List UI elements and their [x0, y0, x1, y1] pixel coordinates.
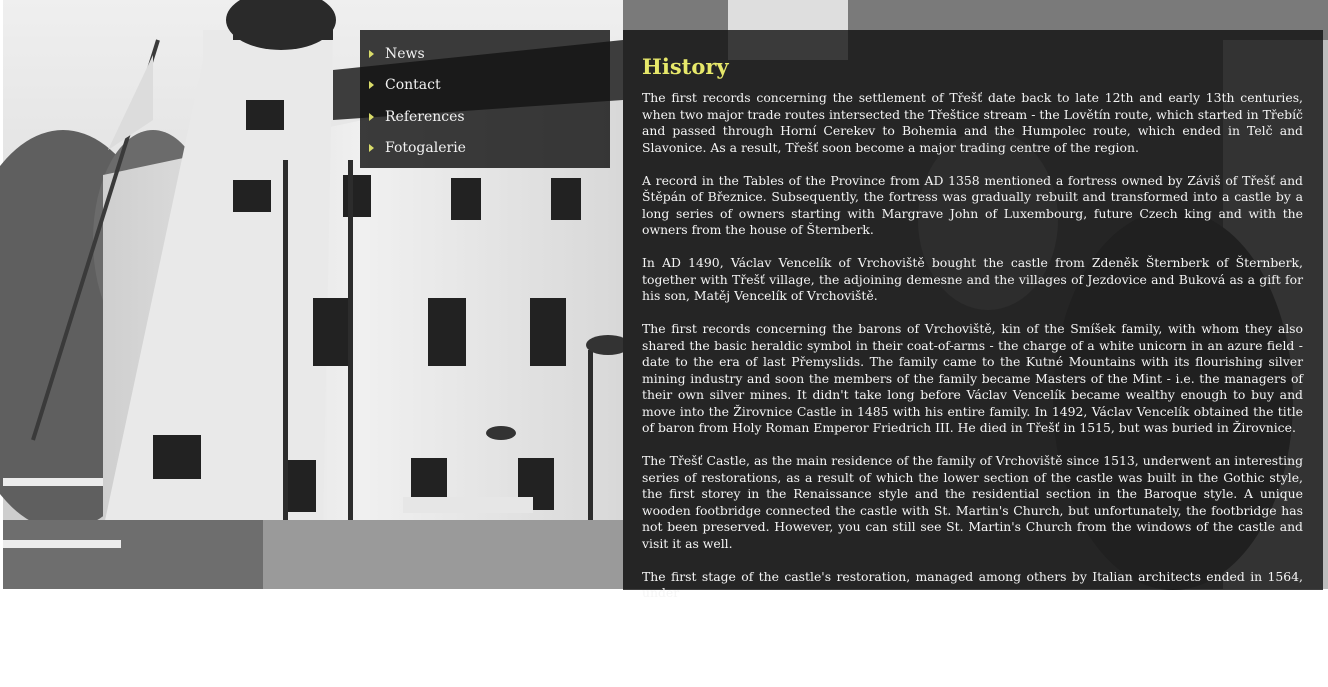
- nav-item-label: News: [385, 45, 425, 62]
- article-paragraph: The first stage of the castle's restoration, managed among others by Italian architects ended in 1564, under: [642, 568, 1303, 600]
- menu-arrow-icon: [369, 144, 374, 152]
- menu-arrow-icon: [369, 113, 374, 121]
- article-paragraph: A record in the Tables of the Province from AD 1358 mentioned a fortress owned by Záviš of Třešť and Štěpán of Březnice. Subsequently, the fortress was gradually rebuilt and transformed into a castle by a long series of owners starting with Margrave John of Luxembourg, future Czech king and with the owners from the house of Šternberk.: [642, 172, 1303, 237]
- nav-item-fotogalerie[interactable]: [360, 133, 610, 165]
- article-paragraph: The first records concerning the settlement of Třešť date back to late 12th and early 13th centuries, when two major trade routes intersected the Třeštice stream - the Lovětín route, which started in Třebíč and passed through Horní Cerekev to Bohemia and the Humpolec route, which ended in Telč and Slavonice. As a result, Třešť soon become a major trading centre of the region.: [642, 90, 1303, 155]
- menu-arrow-icon: [369, 50, 374, 58]
- nav-item-label: References: [385, 108, 465, 125]
- article-paragraph: The first records concerning the barons of Vrchoviště, kin of the Smíšek family, with whom they also shared the basic heraldic symbol in their coat-of-arms - the charge of a white unicorn in an azure field - date to the era of last Přemyslids. The family came to the Kutné Mountains with its flourishing silver mining industry and soon the members of the family became Masters of the Mint - i.e. the managers of their own silver mines. It didn't take long before Václav Vencelík became wealthy enough to buy and move into the Žirovnice Castle in 1485 with his entire family. In 1492, Václav Vencelík obtained the title of baron from Holy Roman Emperor Friedrich III. He died in Třešť in 1515, but was buried in Žirovnice.: [642, 321, 1303, 435]
- nav-item-contact[interactable]: [360, 70, 610, 102]
- nav-item-label: Fotogalerie: [385, 140, 466, 157]
- menu-arrow-icon: [369, 81, 374, 89]
- nav-item-label: Contact: [385, 77, 441, 94]
- main-navigation: [360, 30, 610, 168]
- page-title: History: [642, 54, 729, 79]
- nav-item-news[interactable]: [360, 38, 610, 70]
- article-paragraph: In AD 1490, Václav Vencelík of Vrchoviště bought the castle from Zdeněk Šternberk of Šternberk, together with Třešť village, the adjoining demesne and the villages of Jezdovice and Buková as a gift for his son, Matěj Vencelík of Vrchoviště.: [642, 255, 1303, 303]
- article-paragraph: The Třešť Castle, as the main residence of the family of Vrchoviště since 1513, underwent an interesting series of restorations, as a result of which the lower section of the castle was built in the Gothic style, the first storey in the Renaissance style and the residential section in the Baroque style. A unique wooden footbridge connected the castle with St. Martin's Church, but unfortunately, the footbridge has not been preserved. However, you can still see St. Martin's Church from the windows of the castle and visit it as well.: [642, 453, 1303, 551]
- nav-item-references[interactable]: [360, 101, 610, 133]
- history-content-panel: [623, 30, 1323, 600]
- background-photo-area: [3, 0, 1328, 600]
